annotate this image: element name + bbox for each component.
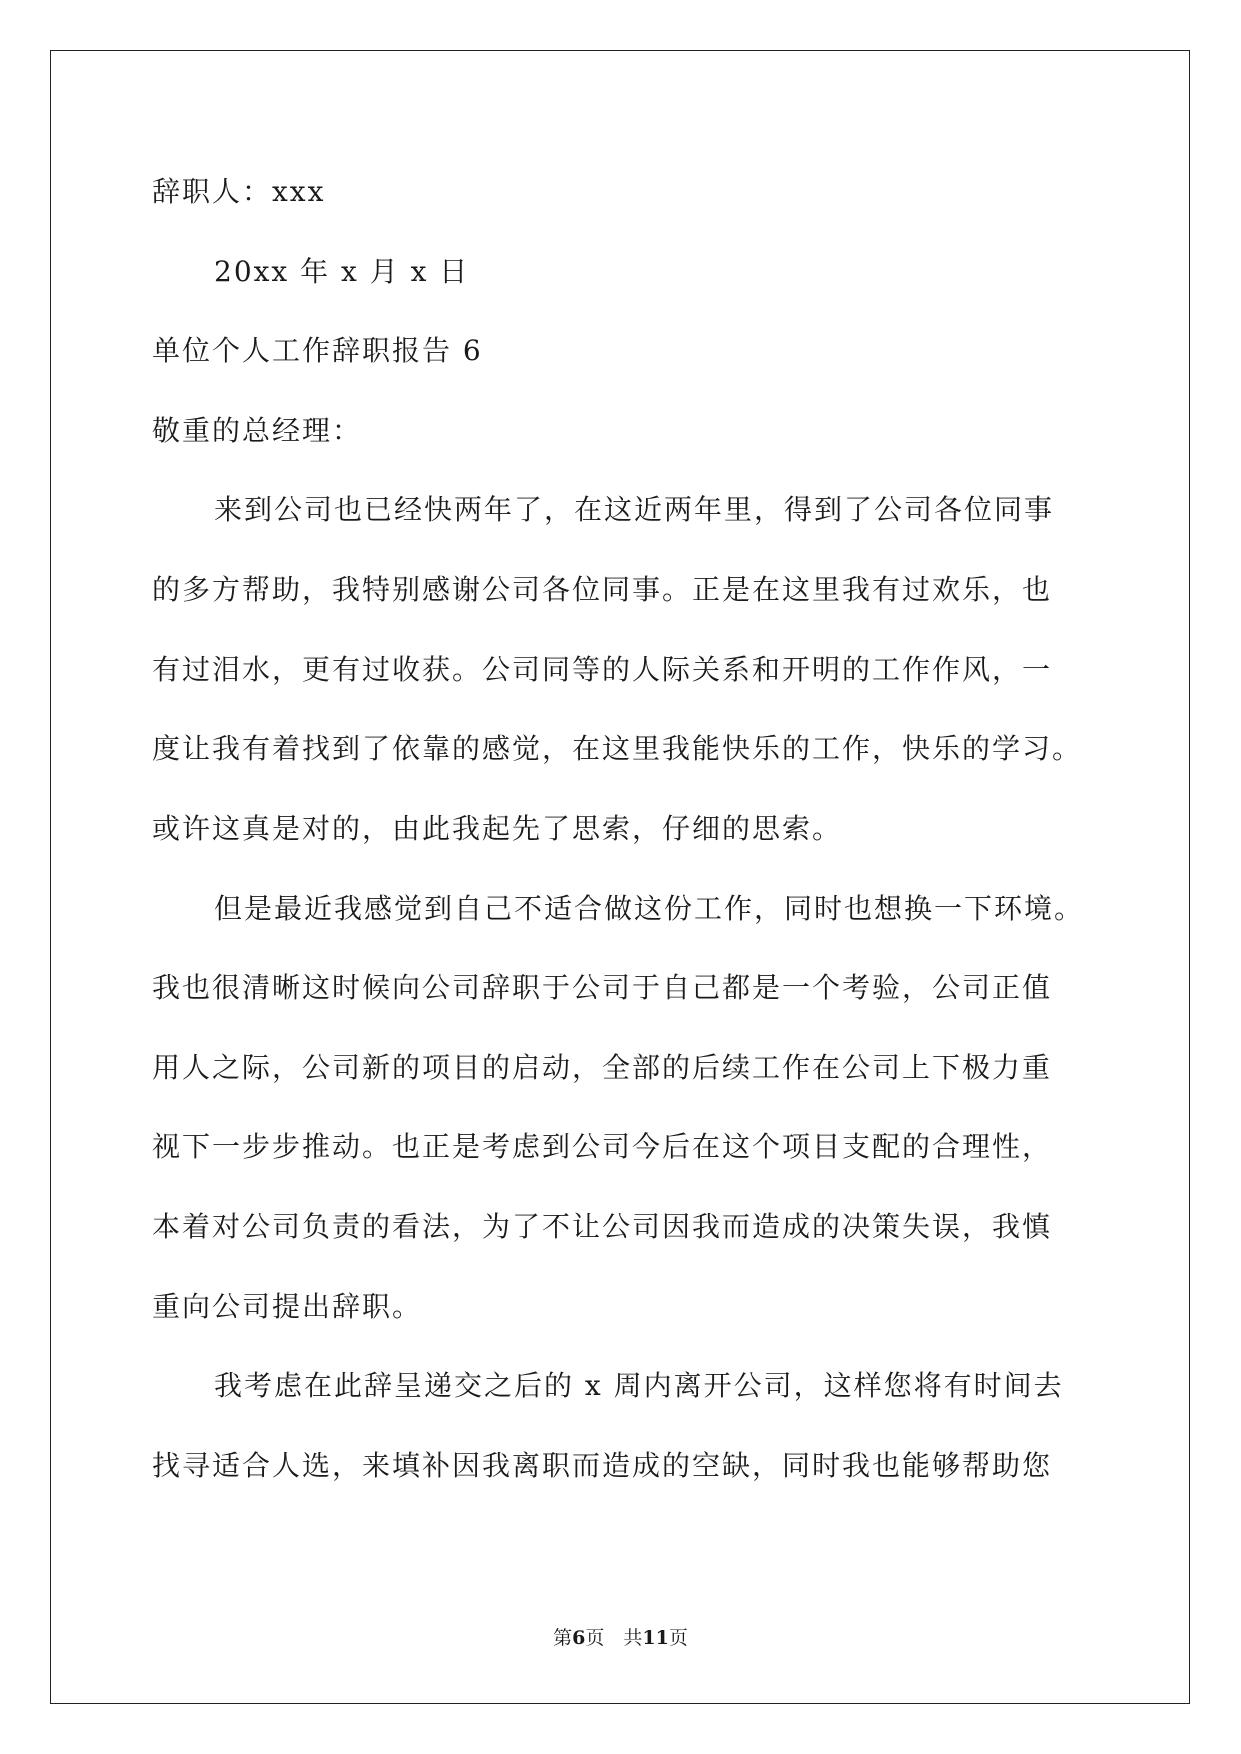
date-line: 20xx 年 x 月 x 日	[214, 255, 470, 288]
paragraph-line: 但是最近我感觉到自己不适合做这份工作，同时也想换一下环境。	[214, 892, 1085, 925]
footer-prefix: 第	[553, 1627, 573, 1649]
salutation: 敬重的总经理：	[152, 414, 363, 447]
total-pages-number: 11	[642, 1627, 669, 1649]
paragraph-line: 视下一步步推动。也正是考虑到公司今后在这个项目支配的合理性，	[152, 1130, 1053, 1163]
paragraph-line: 的多方帮助，我特别感谢公司各位同事。正是在这里我有过欢乐，也	[152, 573, 1053, 606]
page-footer	[0, 1626, 1241, 1650]
signature-line: 辞职人：xxx	[152, 175, 326, 208]
paragraph-line: 度让我有着找到了依靠的感觉，在这里我能快乐的工作，快乐的学习。	[152, 732, 1083, 765]
document-title: 单位个人工作辞职报告 6	[152, 334, 483, 367]
paragraph-line: 我也很清晰这时候向公司辞职于公司于自己都是一个考验，公司正值	[152, 971, 1053, 1004]
paragraph-line: 有过泪水，更有过收获。公司同等的人际关系和开明的工作作风，一	[152, 653, 1053, 686]
paragraph-line: 本着对公司负责的看法，为了不让公司因我而造成的决策失误，我慎	[152, 1210, 1053, 1243]
paragraph-line: 我考虑在此辞呈递交之后的 x 周内离开公司，这样您将有时间去	[214, 1369, 1064, 1402]
current-page-number: 6	[572, 1627, 586, 1649]
footer-middle: 页 共	[585, 1627, 643, 1649]
paragraph-line: 重向公司提出辞职。	[152, 1290, 423, 1323]
paragraph-line: 用人之际，公司新的项目的启动，全部的后续工作在公司上下极力重	[152, 1051, 1053, 1084]
paragraph-line: 找寻适合人选，来填补因我离职而造成的空缺，同时我也能够帮助您	[152, 1449, 1053, 1482]
paragraph-line: 或许这真是对的，由此我起先了思索，仔细的思索。	[152, 812, 843, 845]
footer-suffix: 页	[668, 1627, 688, 1649]
paragraph-line: 来到公司也已经快两年了，在这近两年里，得到了公司各位同事	[214, 493, 1055, 526]
